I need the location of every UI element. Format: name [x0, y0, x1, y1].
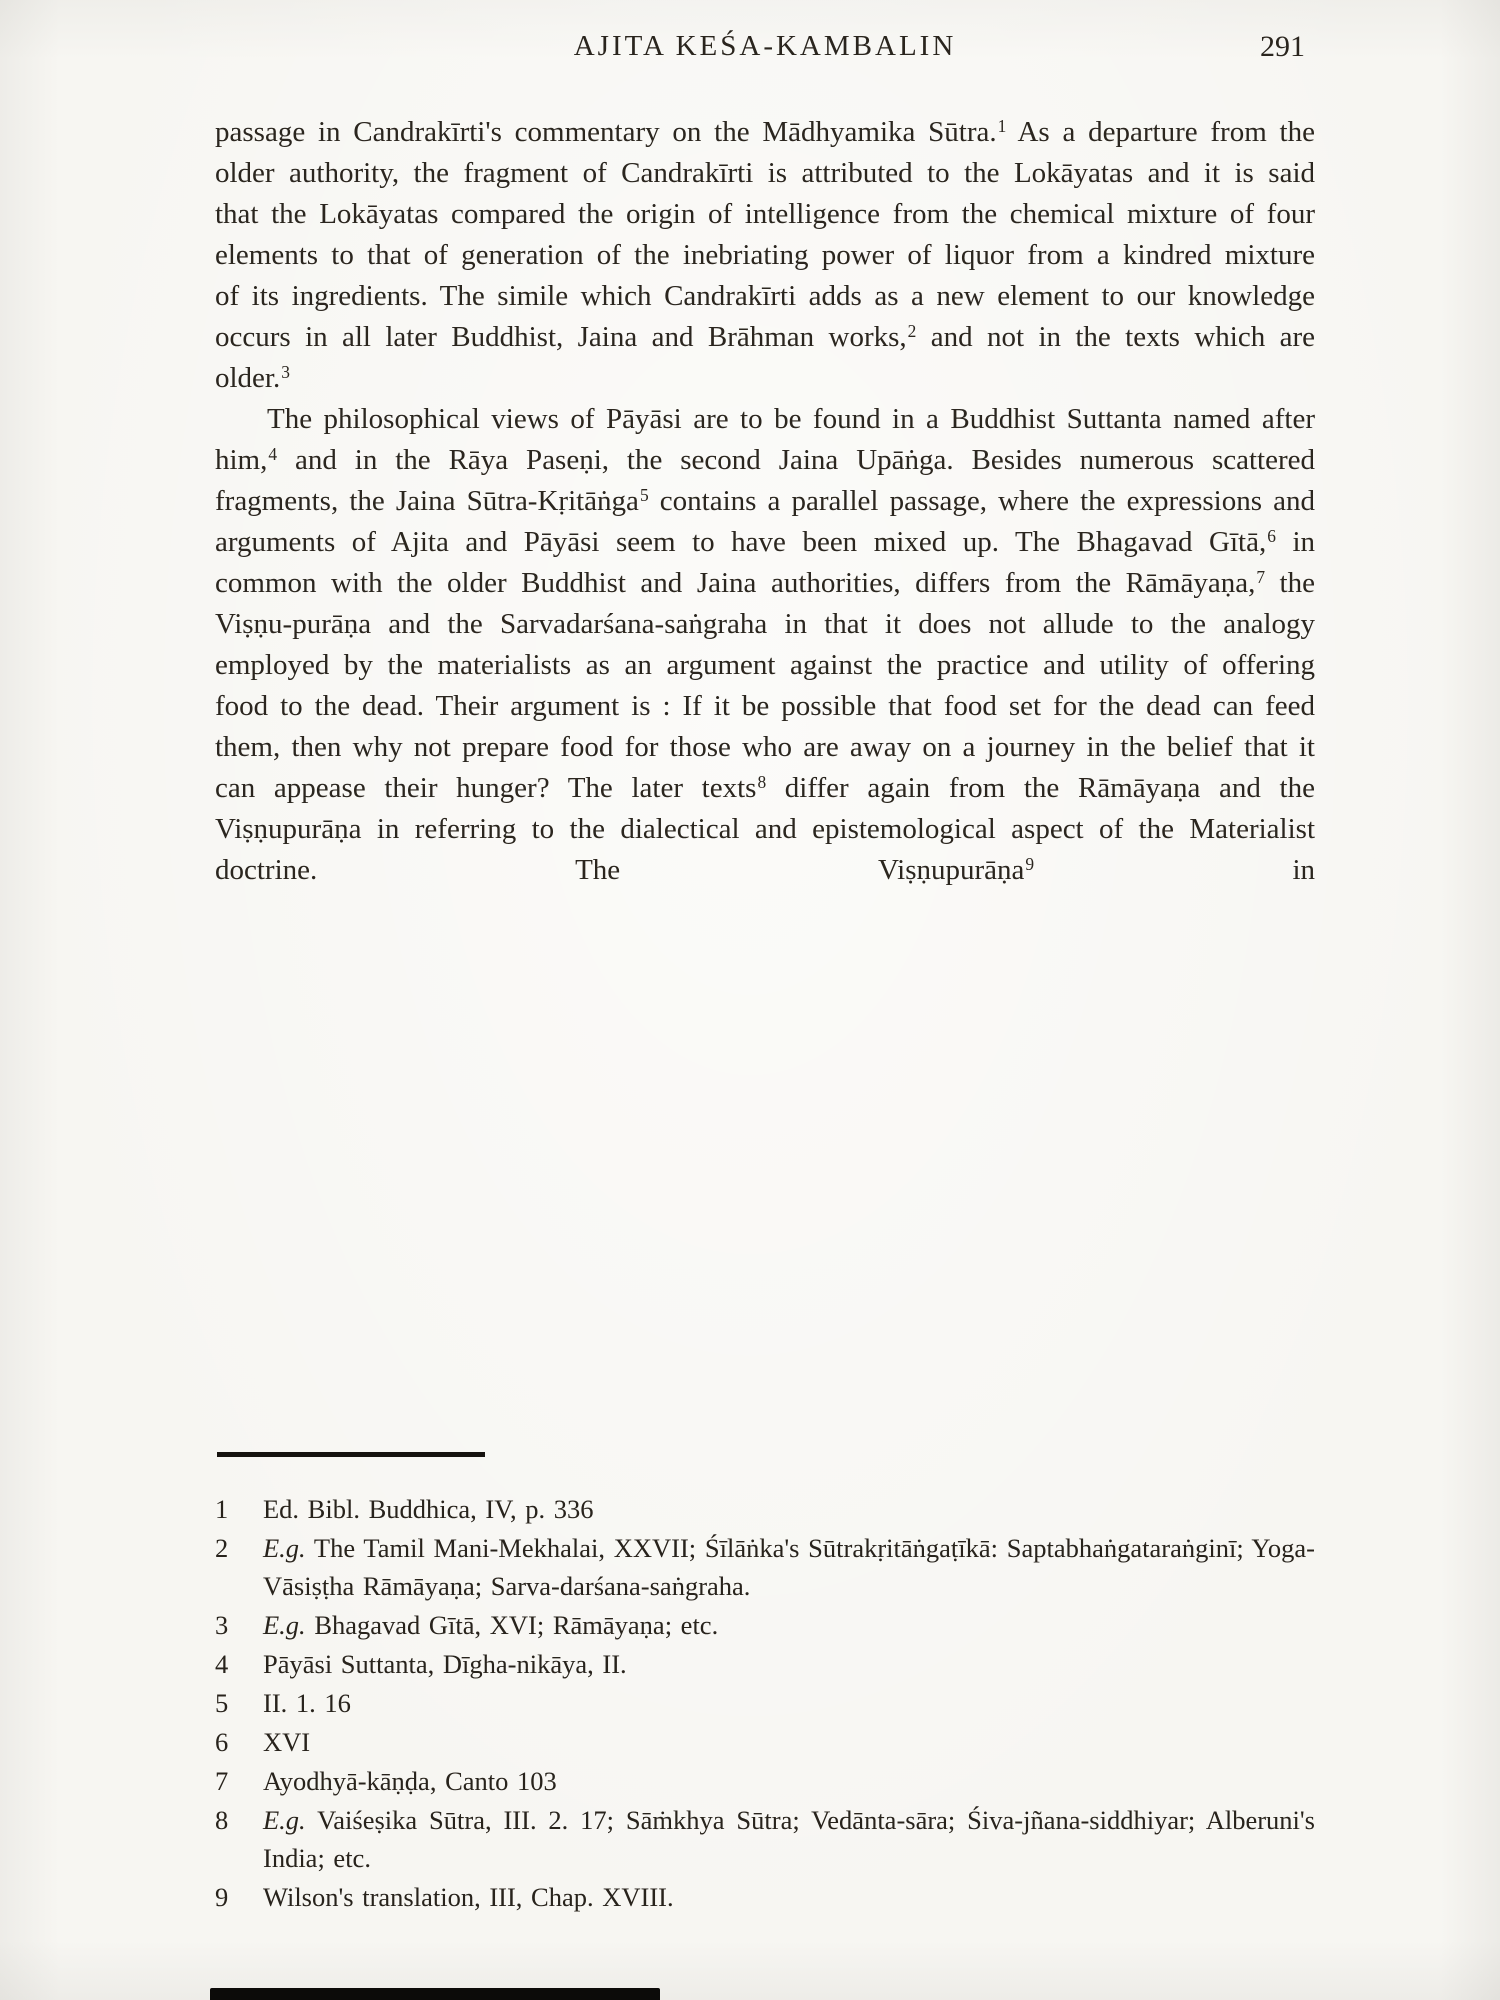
footnotes: [215, 1490, 1315, 1917]
footnote: [215, 1529, 1315, 1605]
footnote: [215, 1878, 1315, 1916]
page-header: [215, 30, 1315, 74]
footnote-number: 1: [215, 1494, 229, 1524]
footnote-number: 4: [215, 1649, 229, 1679]
page-number: 291: [1260, 30, 1305, 63]
footnote-number: 7: [215, 1766, 229, 1796]
footnote-text: E.g. The Tamil Mani-Mekhalai, XXVII; Śīlāṅka's Sūtrakṛitāṅgaṭīkā: Saptabhaṅgataraṅginī; Yoga-Vāsiṣṭha Rāmāyaṇa; Sarva-darśana-saṅgraha.: [263, 1533, 1315, 1601]
footnote: [215, 1645, 1315, 1683]
footnote: [215, 1723, 1315, 1761]
footnote-text: Wilson's translation, III, Chap. XVIII.: [263, 1882, 674, 1912]
footnote-number: 3: [215, 1610, 229, 1640]
footnote-number: 5: [215, 1688, 229, 1718]
footnote-text: Ayodhyā-kāṇḍa, Canto 103: [263, 1766, 557, 1796]
footnote-text: II. 1. 16: [263, 1688, 351, 1718]
footnote-text: Pāyāsi Suttanta, Dīgha-nikāya, II.: [263, 1649, 627, 1679]
footnote: [215, 1684, 1315, 1722]
footnote-divider: [217, 1452, 485, 1457]
running-title: AJITA KEŚA-KAMBALIN: [573, 30, 957, 62]
footnote: [215, 1490, 1315, 1528]
footnote-text: XVI: [263, 1727, 311, 1757]
body-text: [215, 112, 1315, 891]
footnote-number: 8: [215, 1805, 229, 1835]
footnote-number: 6: [215, 1727, 229, 1757]
scan-edge-artifact: [210, 1988, 660, 2000]
paragraph: The philosophical views of Pāyāsi are to be found in a Buddhist Suttanta named after him,$^4$ and in the Rāya Paseṇi, the second Jaina Upāṅga. Besides numerous scattered fragments, the Jaina Sūtra-Kṛitāṅga$^5$ contains a parallel passage, where the expressions and arguments of Ajita and Pāyāsi seem to have been mixed up. The Bhagavad Gītā,$^6$ in common with the older Buddhist and Jaina authorities, differs from the Rāmāyaṇa,$^7$ the Viṣṇu-purāṇa and the Sarvadarśana-saṅgraha in that it does not allude to the analogy employed by the materialists as an argument against the practice and utility of offering food to the dead. Their argument is : If it be possible that food set for the dead can feed them, then why not prepare food for those who are away on a journey in the belief that it can appease their hunger? The later texts$^8$ differ again from the Rāmāyaṇa and the Viṣṇupurāṇa in referring to the dialectical and epistemological aspect of the Materialist doctrine. The Viṣṇupurāṇa$^9$ in: [215, 403, 1315, 886]
footnote: [215, 1801, 1315, 1877]
paragraph: passage in Candrakīrti's commentary on the Mādhyamika Sūtra.$^1$ As a departure from the older authority, the fragment of Candrakīrti is attributed to the Lokāyatas and it is said that the Lokāyatas compared the origin of intelligence from the chemical mixture of four elements to that of generation of the inebriating power of liquor from a kindred mixture of its ingredients. The simile which Candrakīrti adds as a new element to our knowledge occurs in all later Buddhist, Jaina and Brāhman works,$^2$ and not in the texts which are older.$^3$: [215, 116, 1315, 394]
footnote: [215, 1762, 1315, 1800]
footnote-number: 9: [215, 1882, 229, 1912]
footnote: [215, 1606, 1315, 1644]
footnote-text: Ed. Bibl. Buddhica, IV, p. 336: [263, 1494, 594, 1524]
footnote-text: E.g. Vaiśeṣika Sūtra, III. 2. 17; Sāṁkhya Sūtra; Vedānta-sāra; Śiva-jñana-siddhiyar; Alberuni's India; etc.: [263, 1805, 1315, 1873]
footnote-number: 2: [215, 1533, 229, 1563]
footnote-text: E.g. Bhagavad Gītā, XVI; Rāmāyaṇa; etc.: [263, 1610, 719, 1640]
